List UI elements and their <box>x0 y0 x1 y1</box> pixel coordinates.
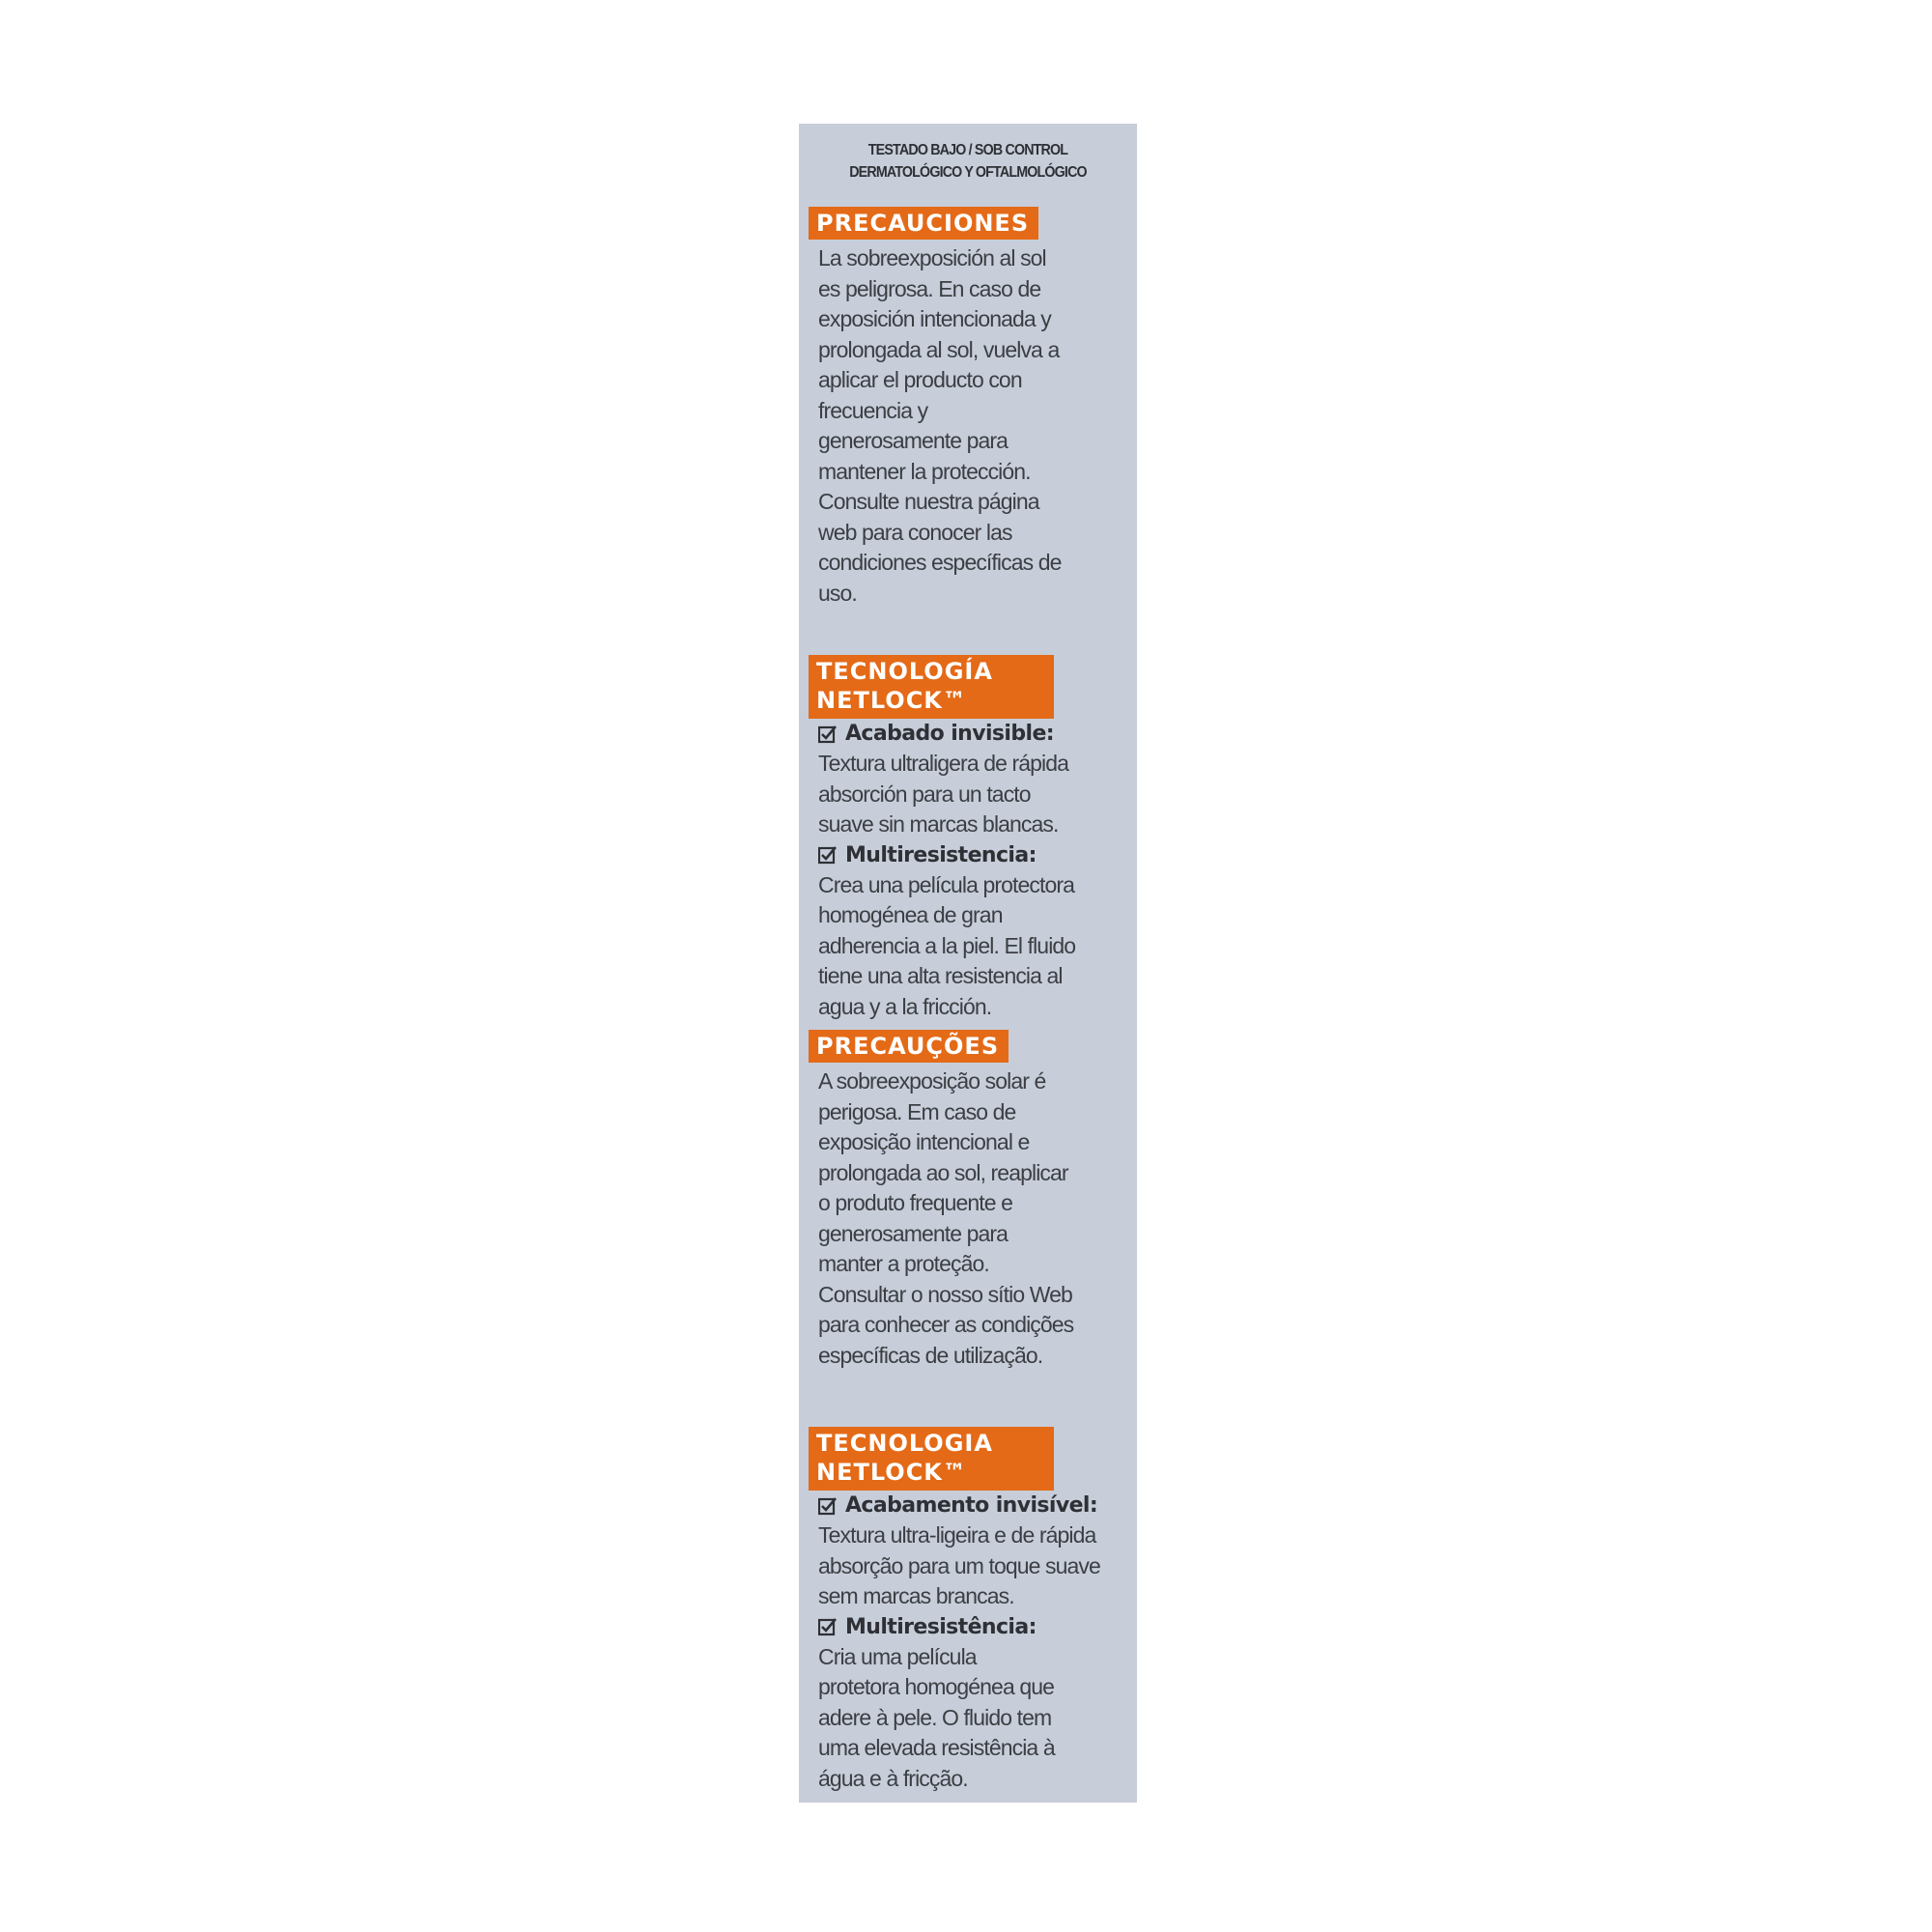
text-line: generosamente para <box>818 1220 1009 1246</box>
text-line: generosamente para <box>818 428 1009 453</box>
pt-feature-invisible-finish <box>818 1491 1122 1520</box>
heading-line: TECNOLOGIA <box>816 1430 993 1457</box>
feature-title-text: Acabamento invisível: <box>845 1493 1098 1518</box>
text-line: adherencia a la piel. El fluido <box>818 932 1076 958</box>
text-line: manter a proteção. <box>818 1251 989 1276</box>
text-line: mantener la protección. <box>818 458 1031 484</box>
text-line: perigosa. Em caso de <box>818 1098 1016 1124</box>
checked-box-icon <box>818 1617 838 1636</box>
text-line: prolongada al sol, vuelva a <box>818 336 1060 362</box>
text-line: absorción para un tacto <box>818 781 1031 807</box>
text-line: água e à fricção. <box>818 1765 968 1791</box>
label-panel <box>799 124 1137 1803</box>
text-line: Consulte nuestra página <box>818 489 1039 514</box>
text-line: absorção para um toque suave <box>818 1552 1100 1578</box>
text-line: Textura ultraligera de rápida <box>818 751 1069 776</box>
tested-line-1: TESTADO BAJO / SOB CONTROL <box>867 142 1068 158</box>
pt-precautions-heading: PRECAUÇÕES <box>809 1030 1009 1063</box>
feature-title-text: Multiresistência: <box>845 1614 1037 1639</box>
pt-technology-heading <box>809 1427 1054 1491</box>
pt-feature-multiresistance-text <box>818 1642 1120 1795</box>
pt-feature-invisible-text <box>818 1520 1120 1612</box>
text-line: es peligrosa. En caso de <box>818 275 1041 301</box>
text-line: para conhecer as condições <box>818 1312 1074 1337</box>
checked-box-icon <box>818 724 838 744</box>
text-line: específicas de utilização. <box>818 1342 1043 1368</box>
es-feature-multiresistance-text <box>818 870 1120 1023</box>
text-line: homogénea de gran <box>818 902 1003 927</box>
es-feature-invisible-finish <box>818 719 1122 749</box>
text-line: condiciones específicas de <box>818 550 1062 575</box>
text-line: La sobreexposición al sol <box>818 245 1046 270</box>
text-line: protetora homogénea que <box>818 1674 1055 1699</box>
pt-feature-multiresistance <box>818 1612 1122 1642</box>
text-line: uma elevada resistência à <box>818 1735 1055 1760</box>
checked-box-icon <box>818 1496 838 1516</box>
text-line: Cria uma película <box>818 1643 977 1669</box>
text-line: exposição intencional e <box>818 1129 1030 1154</box>
heading-line: TECNOLOGÍA <box>816 658 993 685</box>
text-line: Textura ultra-ligeira e de rápida <box>818 1522 1096 1548</box>
text-line: prolongada ao sol, reaplicar <box>818 1159 1068 1185</box>
text-line: frecuencia y <box>818 397 928 423</box>
feature-title-text: Acabado invisible: <box>845 722 1054 746</box>
es-precautions-heading: PRECAUCIONES <box>809 207 1038 240</box>
text-line: uso. <box>818 580 857 606</box>
tested-notice <box>827 139 1110 184</box>
heading-line: NETLOCK™ <box>816 1459 967 1486</box>
text-line: exposición intencionada y <box>818 306 1051 331</box>
text-line: suave sin marcas blancas. <box>818 811 1059 837</box>
es-technology-heading <box>809 655 1054 719</box>
checked-box-icon <box>818 845 838 865</box>
text-line: A sobreexposição solar é <box>818 1068 1046 1094</box>
text-line: adere à pele. O fluido tem <box>818 1704 1052 1730</box>
pt-precautions-text <box>818 1066 1120 1371</box>
es-precautions-text <box>818 243 1120 609</box>
text-line: web para conocer las <box>818 519 1012 545</box>
es-feature-invisible-text <box>818 749 1120 840</box>
text-line: Consultar o nosso sítio Web <box>818 1281 1072 1307</box>
text-line: Crea una película protectora <box>818 871 1075 897</box>
text-line: agua y a la fricción. <box>818 993 992 1019</box>
heading-line: NETLOCK™ <box>816 687 967 714</box>
feature-title-text: Multiresistencia: <box>845 842 1037 867</box>
text-line: tiene una alta resistencia al <box>818 963 1063 988</box>
text-line: aplicar el producto con <box>818 367 1022 392</box>
tested-line-2: DERMATOLÓGICO Y OFTALMOLÓGICO <box>849 164 1087 181</box>
text-line: o produto frequente e <box>818 1190 1013 1215</box>
text-line: sem marcas brancas. <box>818 1583 1014 1608</box>
es-feature-multiresistance <box>818 840 1122 870</box>
